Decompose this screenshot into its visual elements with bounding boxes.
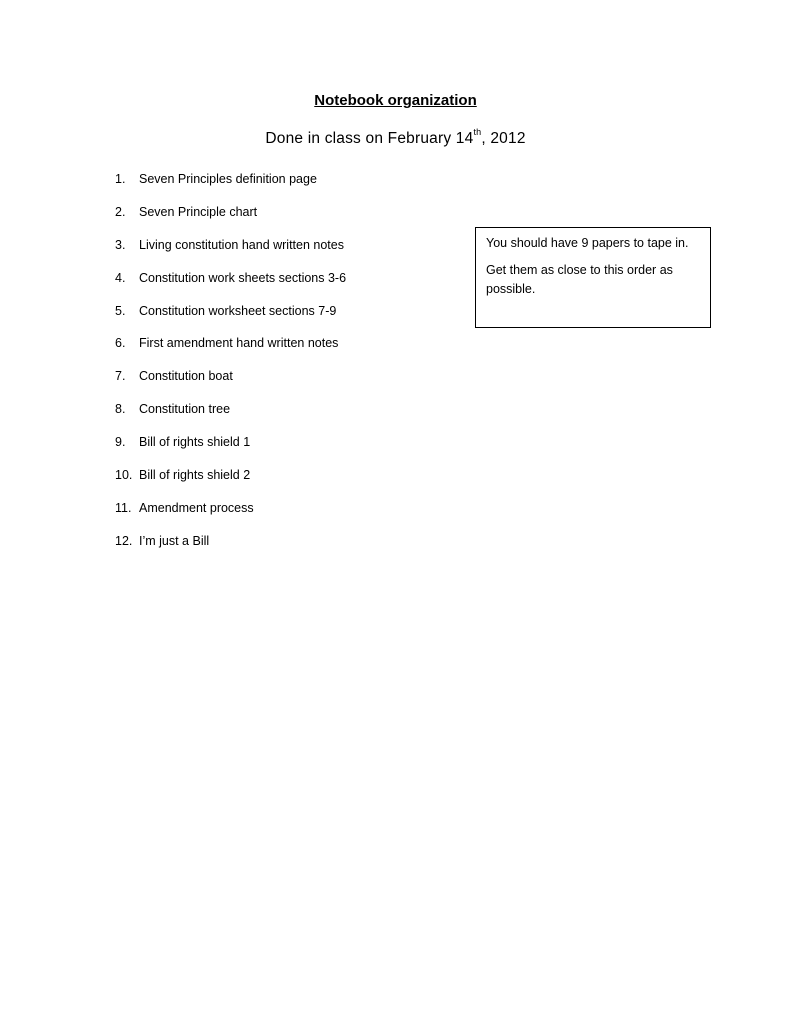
list-item-number: 12. xyxy=(115,533,133,548)
list-item xyxy=(115,334,346,367)
page-title: Notebook organization xyxy=(314,92,477,109)
list-item-number: 6. xyxy=(115,336,126,351)
list-item-number: 9. xyxy=(115,435,126,450)
list-item-text: Bill of rights shield 1 xyxy=(139,435,251,450)
list-item xyxy=(115,269,346,302)
list-item-text: Constitution tree xyxy=(139,402,231,417)
notebook-order-list xyxy=(115,170,346,565)
subtitle-date-prefix: Done in class on February 14 xyxy=(265,130,474,147)
list-item-text: I’m just a Bill xyxy=(139,533,210,548)
instruction-note-box xyxy=(475,227,711,328)
list-item xyxy=(115,532,346,565)
list-item-text: Constitution work sheets sections 3-6 xyxy=(139,270,347,285)
list-item-text: Constitution boat xyxy=(139,369,233,384)
list-item-number: 5. xyxy=(115,303,126,318)
subtitle-year: , 2012 xyxy=(481,130,526,147)
list-item xyxy=(115,499,346,532)
list-item xyxy=(115,170,346,203)
list-item xyxy=(115,433,346,466)
list-item xyxy=(115,466,346,499)
list-item-number: 10. xyxy=(115,468,133,483)
list-item-number: 1. xyxy=(115,172,126,186)
list-item-text: Living constitution hand written notes xyxy=(139,237,344,252)
list-item-text: Seven Principles definition page xyxy=(139,172,317,186)
list-item-number: 2. xyxy=(115,204,126,219)
list-item-number: 11. xyxy=(115,500,132,515)
list-item-text: Constitution worksheet sections 7-9 xyxy=(139,303,337,318)
list-item xyxy=(115,203,346,236)
note-paper-count: You should have 9 papers to tape in. xyxy=(486,236,689,250)
list-item-number: 8. xyxy=(115,402,126,417)
list-item-number: 3. xyxy=(115,237,126,252)
list-item-number: 7. xyxy=(115,369,126,384)
list-item xyxy=(115,236,346,269)
list-item-number: 4. xyxy=(115,270,126,285)
list-item xyxy=(115,400,346,433)
list-item xyxy=(115,367,346,400)
list-item-text: Amendment process xyxy=(139,500,254,515)
note-order-instruction: Get them as close to this order as possible. xyxy=(486,263,673,296)
subtitle-ordinal-suffix: th xyxy=(473,127,482,137)
list-item xyxy=(115,302,346,335)
list-item-text: Seven Principle chart xyxy=(139,204,258,219)
page-subtitle xyxy=(0,127,791,148)
list-item-text: First amendment hand written notes xyxy=(139,336,339,351)
list-item-text: Bill of rights shield 2 xyxy=(139,468,251,483)
